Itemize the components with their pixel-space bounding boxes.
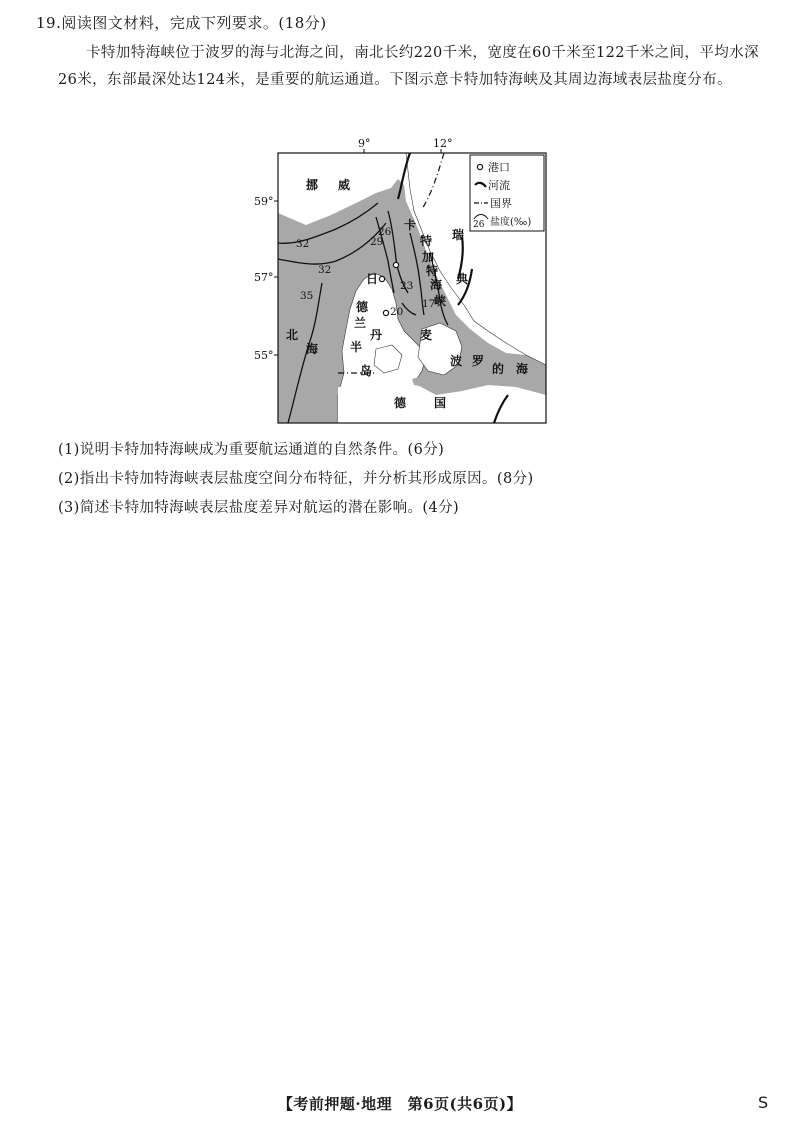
place-strait-1: 卡 (404, 218, 417, 232)
lon-label-12: 12° (433, 137, 453, 150)
place-northsea-2: 海 (306, 342, 319, 356)
place-germany-1: 德 (394, 396, 407, 410)
port-marker-1 (393, 262, 398, 267)
place-strait-4: 特 (426, 264, 439, 278)
isohaline-value-32a: 32 (296, 238, 310, 250)
map-legend (470, 155, 544, 231)
question-header: 19.阅读图文材料，完成下列要求。(18分) (36, 14, 327, 32)
sub-question-2: (2)指出卡特加特海峡表层盐度空间分布特征，并分析其形成原因。(8分) (58, 471, 534, 487)
place-jutland-3: 兰 (354, 316, 367, 330)
place-strait-3: 加 (422, 250, 435, 264)
place-norway-2: 威 (338, 178, 351, 192)
place-sweden-1: 瑞 (452, 228, 465, 242)
isohaline-value-29: 29 (370, 236, 384, 248)
place-sweden-2: 典 (456, 272, 469, 286)
place-northsea-1: 北 (286, 328, 299, 342)
isohaline-value-17: 17 (422, 298, 436, 310)
isohaline-value-26: 26 (378, 226, 392, 238)
isohaline-value-35: 35 (300, 290, 314, 302)
footer-mark: S (758, 1093, 769, 1112)
sub-question-3: (3)简述卡特加特海峡表层盐度差异对航运的潜在影响。(4分) (58, 500, 460, 516)
legend-salinity-label: 盐度(‰) (490, 217, 532, 228)
legend-border-label: 国界 (490, 197, 512, 210)
place-strait-6: 峡 (434, 294, 447, 308)
port-marker-2 (379, 276, 384, 281)
isohaline-value-23: 23 (400, 280, 414, 292)
place-jutland-5: 岛 (360, 364, 373, 378)
place-denmark-1: 丹 (370, 328, 383, 342)
isohaline-value-20: 20 (390, 306, 404, 318)
lat-label-59: 59° (254, 195, 274, 208)
legend-port-label: 港口 (488, 161, 510, 174)
legend-river-label: 河流 (488, 179, 510, 192)
lat-label-55: 55° (254, 349, 274, 362)
place-denmark-2: 麦 (420, 328, 433, 342)
isohaline-value-32b: 32 (318, 264, 332, 276)
salinity-map (226, 133, 550, 427)
place-norway-1: 挪 (306, 178, 319, 192)
legend-salinity-sample: 26 (473, 220, 485, 230)
legend-port-icon (477, 164, 482, 169)
place-baltic-1: 波 (450, 354, 463, 368)
place-strait-5: 海 (430, 278, 443, 292)
place-baltic-4: 海 (516, 362, 529, 376)
place-jutland-2: 德 (356, 300, 369, 314)
lat-label-57: 57° (254, 271, 274, 284)
place-germany-2: 国 (434, 396, 447, 410)
intro-text: 卡特加特海峡位于波罗的海与北海之间，南北长约220千米，宽度在60千米至122千米之间，平均水深26米，东部最深处达124米，是重要的航运通道。下图示意卡特加特海峡及其周边海域表层盐度分布。 (58, 45, 759, 88)
lon-label-9: 9° (358, 137, 371, 150)
question-intro (58, 40, 770, 94)
sub-question-1: (1)说明卡特加特海峡成为重要航运通道的自然条件。(6分) (58, 442, 445, 458)
map-svg (226, 133, 550, 427)
port-marker-3 (383, 310, 388, 315)
place-baltic-2: 罗 (472, 354, 485, 368)
place-baltic-3: 的 (492, 362, 505, 376)
page-footer: 【考前押题·地理 第6页(共6页)】 (277, 1095, 523, 1113)
place-jutland-1: 日 (366, 272, 379, 286)
place-jutland-4: 半 (350, 340, 363, 354)
place-strait-2: 特 (420, 234, 433, 248)
